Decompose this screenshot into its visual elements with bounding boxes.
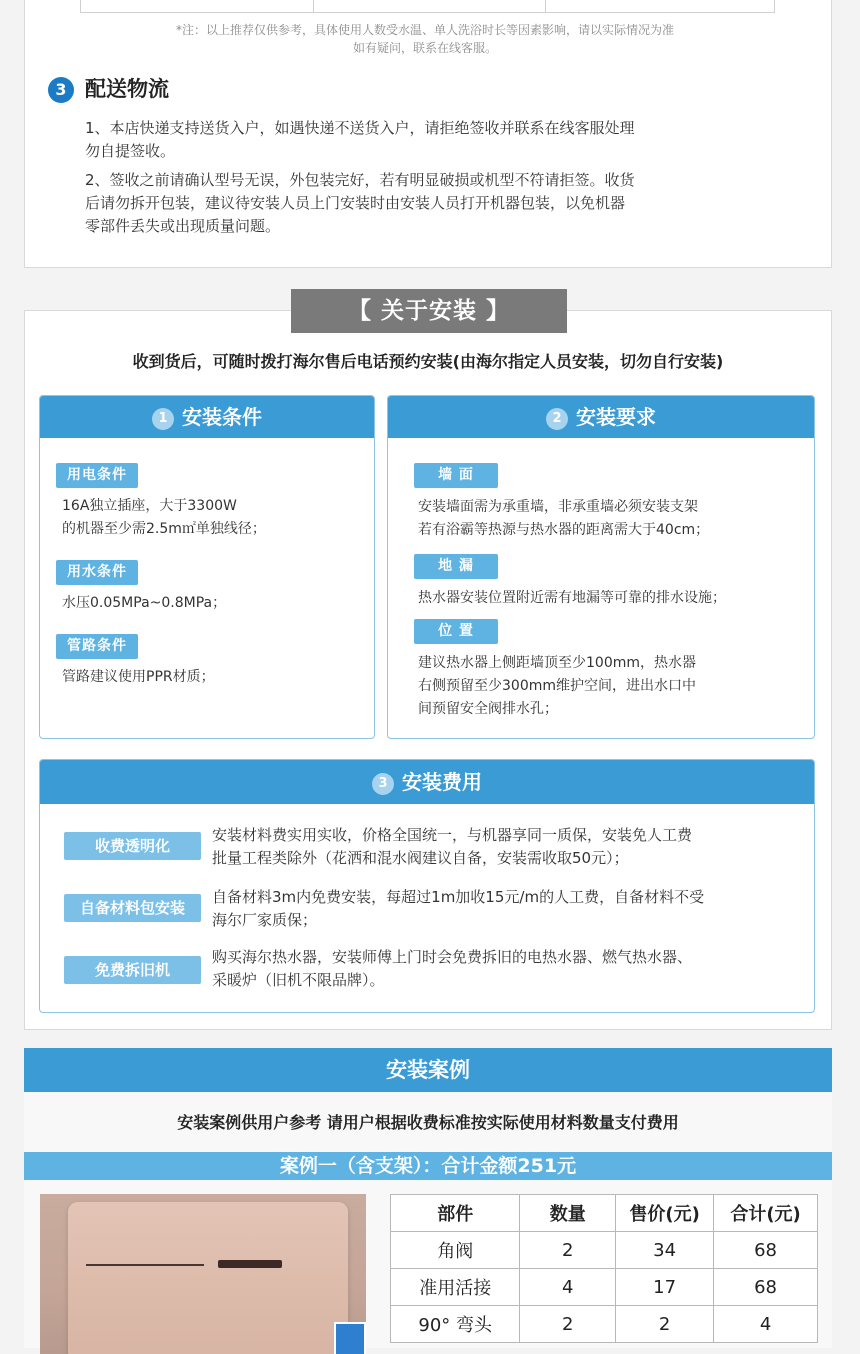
section-number-badge: 3 [48,77,74,103]
card-number-badge: 1 [152,408,174,430]
fee-transparent-tag: 收费透明化 [64,832,201,860]
delivery-item-2-line2: 后请勿拆开包装，建议待安装人员上门安装时由安装人员打开机器包装，以免机器 [85,194,626,212]
install-conditions-card [39,395,375,739]
heater-display-line [86,1264,204,1266]
cell-price: 34 [616,1232,714,1269]
heater-brand-logo [218,1260,282,1268]
install-banner: 【 关于安装 】 [291,289,567,333]
cell-price: 2 [616,1306,714,1343]
delivery-panel [24,0,832,268]
column-header-qty: 数量 [520,1195,616,1232]
power-condition-text [62,495,266,541]
install-conditions-title: 安装条件 [182,405,262,429]
fee-self-material-text [212,886,704,932]
cell-total: 68 [714,1232,818,1269]
install-fees-title: 安装费用 [402,770,482,794]
card-number-badge: 2 [546,408,568,430]
fee-transparent-text [212,824,692,870]
cell-qty: 2 [520,1232,616,1269]
power-condition-line1: 16A独立插座，大于3300W [62,498,237,514]
fee-transparent-line1: 安装材料费实用实收，价格全国统一，与机器享同一质保，安装免人工费 [212,826,693,844]
install-cases-lead: 安装案例供用户参考 请用户根据收费标准按实际使用材料数量支付费用 [177,1113,679,1132]
delivery-item-1 [85,117,775,163]
energy-label-sticker [334,1322,366,1354]
power-condition-line2: 的机器至少需2.5m㎡单独线径； [62,521,266,537]
table-divider [545,0,546,12]
delivery-item-1-line2: 勿自提签收。 [85,142,176,160]
drain-requirement-line1: 热水器安装位置附近需有地漏等可靠的排水设施； [418,590,726,606]
cell-part: 准用活接 [391,1269,520,1306]
fee-self-material-tag: 自备材料包安装 [64,894,201,922]
water-heater-image [68,1202,348,1354]
install-requirements-card [387,395,815,739]
power-condition-tag: 用电条件 [56,463,138,488]
cell-qty: 4 [520,1269,616,1306]
delivery-item-2-line1: 2、签收之前请确认型号无误，外包装完好，若有明显破损或机型不符请拒签。收货 [85,171,635,189]
fee-free-removal-tag: 免费拆旧机 [64,956,201,984]
delivery-item-2-line3: 零部件丢失或出现质量问题。 [85,217,281,235]
install-panel [24,298,832,1030]
fee-self-material-line2: 海尔厂家质保； [212,911,318,929]
delivery-item-2 [85,169,775,238]
column-header-part: 部件 [391,1195,520,1232]
case-1-title: 案例一（含支架）：合计金额251元 [24,1152,832,1180]
water-condition-line1: 水压0.05MPa~0.8MPa； [62,595,227,611]
drain-requirement-tag: 地 漏 [414,554,498,579]
cell-qty: 2 [520,1306,616,1343]
install-fees-card [39,759,815,1013]
install-cases-title: 安装案例 [24,1048,832,1092]
cell-total: 4 [714,1306,818,1343]
delivery-item-1-line1: 1、本店快递支持送货入户，如遇快递不送货入户，请拒绝签收并联系在线客服处理 [85,119,635,137]
fee-free-removal-line2: 采暖炉（旧机不限品牌）。 [212,971,385,989]
recommendation-note-line2: 如有疑问，联系在线客服。 [352,41,497,55]
install-requirements-title: 安装要求 [576,405,656,429]
delivery-title: 配送物流 [85,77,169,101]
table-row [391,1269,818,1306]
water-condition-tag: 用水条件 [56,560,138,585]
recommendation-note-line1: *注：以上推荐仅供参考，具体使用人数受水温、单人洗浴时长等因素影响，请以实际情况为准 [175,23,674,37]
card-number-badge: 3 [372,773,394,795]
column-header-price: 售价(元) [616,1195,714,1232]
cell-total: 68 [714,1269,818,1306]
position-requirement-line1: 建议热水器上侧距墙顶至少100mm，热水器 [418,655,696,671]
fee-free-removal-text [212,946,692,992]
fee-transparent-line2: 批量工程类除外（花洒和混水阀建议自备，安装需收取50元）； [212,849,629,867]
case-1-cost-table [390,1194,818,1343]
wall-requirement-line2: 若有浴霸等热源与热水器的距离需大于40cm； [418,522,710,538]
install-cases-panel [24,1048,832,1348]
position-requirement-text [418,652,696,721]
install-conditions-header [40,396,374,438]
table-divider [313,0,314,12]
table-row [391,1306,818,1343]
install-requirements-header [388,396,814,438]
install-lead-text: 收到货后，可随时拨打海尔售后电话预约安装(由海尔指定人员安装，切勿自行安装) [132,352,724,371]
pipe-condition-tag: 管路条件 [56,634,138,659]
table-header-row [391,1195,818,1232]
cell-price: 17 [616,1269,714,1306]
fee-free-removal-line1: 购买海尔热水器，安装师傅上门时会免费拆旧的电热水器、燃气热水器、 [212,948,693,966]
column-header-total: 合计(元) [714,1195,818,1232]
position-requirement-line2: 右侧预留至少300mm维护空间，进出水口中 [418,678,696,694]
wall-requirement-line1: 安装墙面需为承重墙，非承重墙必须安装支架 [418,499,698,515]
table-row [391,1232,818,1269]
recommendation-table-bottom [80,0,775,13]
case-1-heater-photo [40,1194,366,1354]
cell-part: 角阀 [391,1232,520,1269]
pipe-condition-line1: 管路建议使用PPR材质； [62,669,215,685]
cell-part: 90° 弯头 [391,1306,520,1343]
position-requirement-line3: 间预留安全阀排水孔； [418,701,558,717]
install-fees-header [40,760,814,804]
wall-requirement-text [418,496,709,542]
wall-requirement-tag: 墙 面 [414,463,498,488]
fee-self-material-line1: 自备材料3m内免费安装，每超过1m加收15元/m的人工费，自备材料不受 [212,888,705,906]
position-requirement-tag: 位 置 [414,619,498,644]
